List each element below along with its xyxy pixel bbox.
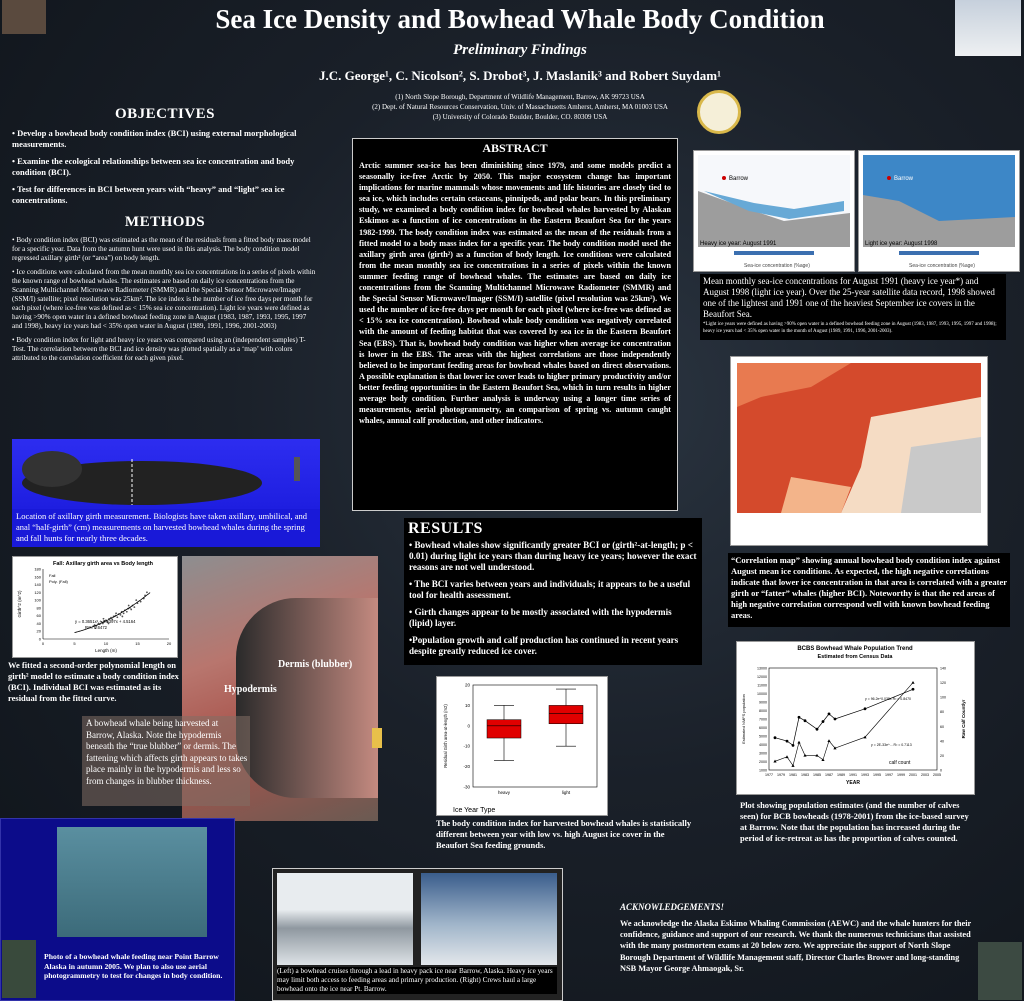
boxplot-svg	[437, 677, 607, 815]
y-tick-label: 8000	[759, 709, 767, 713]
y-tick-label: 180	[34, 566, 41, 572]
y-tick-label: 0	[467, 723, 470, 729]
ice-maps-caption-box	[700, 274, 1006, 340]
y-tick-label: 10000	[757, 692, 767, 696]
ice-map-light	[858, 150, 1020, 272]
calf-point	[827, 739, 830, 742]
legend-calf: calf count	[889, 760, 911, 766]
y-tick-label: 6000	[759, 726, 767, 730]
harvest-caption: A bowhead whale being harvested at Barrow, Alaska. Note the hypodermis beneath the “true blubber” or dermis. The fattening which affects girth appears to takes place mainly in the hypodermis and less so from changes in blubber thickness.	[86, 718, 248, 786]
x-tick-label: 2005	[933, 773, 941, 777]
ice-map-heavy	[693, 150, 855, 272]
box-body	[549, 705, 583, 723]
y-tick-label: 60	[36, 613, 41, 619]
x-tick-label: 1995	[873, 773, 881, 777]
data-point	[130, 609, 132, 611]
y2-tick-label: 20	[940, 753, 944, 758]
data-point	[135, 599, 137, 601]
affiliation-1: (1) North Slope Borough, Department of Wildlife Management, Barrow, AK 99723 USA	[395, 93, 645, 101]
population-point	[786, 740, 789, 743]
trend-annotation: y = 2E-33e^... R² = 0.7113	[871, 743, 912, 747]
dermis-label: Dermis (blubber)	[278, 659, 353, 670]
x-axis-label: Ice Year Type	[453, 807, 496, 814]
y-axis-label: Estimated NMFS population	[741, 694, 746, 744]
result-item: • Girth changes appear to be mostly associated with the hypodermis (lipid) layer.	[409, 607, 672, 628]
pack-ice-caption: (Left) a bowhead cruises through a lead in heavy pack ice near Barrow, Alaska. Heavy ice years may limit both access to feeding areas and primary production. (Right) Crews haul a large bowhead onto the ice near Pt. Barrow.	[277, 967, 557, 994]
light-map-title: Light ice year: August 1998	[865, 241, 938, 247]
girth-length-plot	[13, 557, 177, 657]
x-tick-label: 0	[41, 641, 45, 646]
methods-list	[12, 236, 318, 368]
pack-ice-panel	[272, 868, 563, 1001]
y-tick-label: -10	[463, 743, 470, 749]
box-body	[487, 720, 521, 738]
data-point	[116, 616, 118, 618]
y-tick-label: 7000	[759, 717, 767, 722]
y-tick-label: 1000	[759, 768, 767, 773]
chart-title: BCBS Bowhead Whale Population Trend	[797, 646, 913, 652]
affiliation-3: (3) University of Colorado Boulder, Boulder, CO. 80309 USA	[432, 113, 608, 121]
poster-title: Sea Ice Density and Bowhead Whale Body Condition	[215, 4, 825, 34]
data-point	[146, 591, 148, 593]
boxplot-chart	[436, 676, 608, 816]
y2-tick-label: 0	[940, 768, 942, 773]
x-axis-label: Length (m)	[95, 648, 117, 653]
method-item: • Body condition index for light and heavy ice years was compared using an (independent samples) T-Test. The correlation between the BCI and ice density was plotted spatially as a ‘map’ with colors attributed to the correlation coefficient for each given pixel.	[12, 336, 306, 362]
population-svg	[737, 642, 974, 794]
y-tick-label: 0	[38, 636, 41, 642]
fit-r2: R² = 0.6472	[85, 625, 107, 630]
light-scale-label: Sea-ice concentration (%age)	[909, 263, 975, 269]
calf-line	[775, 683, 913, 766]
photo-hunters	[955, 0, 1021, 56]
population-point	[834, 718, 837, 721]
x-tick-label: 1993	[861, 773, 869, 777]
correlation-map-svg	[731, 357, 987, 545]
data-point	[128, 605, 130, 607]
y-tick-label: 20	[36, 628, 41, 634]
x-tick-label: 1981	[789, 773, 797, 777]
x-tick-label: 1987	[825, 773, 833, 777]
abstract-text: Arctic summer sea-ice has been diminishing since 1979, and some models predict a seasonally ice-free Arctic by 2050. This major ecosystem change has important implications for marine mammals whose movements and life histories are closely tied to sea ice, which includes certain cetaceans, pinnipeds, and polar bears. In this preliminary study, we examined a body condition index for bowhead whales harvested by Alaskan Eskimos as a function of ice concentrations in the Eastern Beaufort Sea for the years 1982-1999. The body condition index was estimated as the mean of the residuals from a fitted model to a body mass index for a specific year. The body condition model used the axillary girth area (girth²) as a function of body length. Ice conditions were calculated from the mean monthly sea ice concentrations in a series of pixels within the known summer feeding range of bowhead whales. The estimates are based on daily ice concentrations from the Scanning Multichannel Microwave Radiometer (SMMR) and the Special Sensor Microwave/Imager (SSM/I) satellite (pixel resolution was 25km²). We used the number of ice-free days per month for each pixel (where ice-free was defined as < 15% sea ice concentration). Bowhead whale body condition was negatively correlated with the amount of feeding habitat that was covered by sea ice in the Eastern Beaufort Sea (EBS). That is, bowhead body condition was higher when average ice concentration is lower in the EBS. The areas with the highest correlations are those independently believed to be important feeding areas for bowhead whales based on direct observations. A possible explanation is that lower ice cover leads to higher primary productivity and/or better feeding opportunities in the Eastern Beaufort Sea, which in turn results in higher average body condition. Further analysis is underway using a longer time series of measurements, aerial photogrammetry, an comparison of spring vs. autumn caught whales, annual calf production, and other indicators.	[359, 161, 671, 426]
harvest-photo-detail	[236, 598, 378, 798]
abstract-panel	[352, 138, 678, 511]
ice-map-heavy-svg	[694, 151, 854, 271]
ice-maps-note: *Light ice years were defined as having >90% open water in a defined bowhead feeding zone in August (1983, 1987, 1993, 1995, 1997 and 1998); heavy ice years had < 35% open water in the month of August (1989, 1991, 1996, 2001-2003).	[703, 322, 997, 334]
x-tick-label: 1983	[801, 773, 809, 777]
logo-left	[2, 0, 46, 34]
objectives-heading: OBJECTIVES	[114, 106, 216, 122]
x-tick-label: light	[561, 790, 571, 795]
aerial-thumbnail	[2, 940, 36, 998]
population-point	[774, 736, 777, 739]
population-chart	[736, 641, 975, 795]
barrow-marker	[722, 176, 726, 180]
calf-point	[785, 755, 788, 758]
y-tick-label: 80	[36, 605, 41, 611]
whale-silhouette	[12, 439, 320, 509]
x-tick-label: 20	[166, 641, 172, 646]
x-tick-label: heavy	[497, 790, 511, 795]
correlation-caption-box	[728, 553, 1010, 627]
aerial-caption: Photo of a bowhead whale feeding near Point Barrow Alaska in autumn 2005. We plan to also use aerial photogrammetry to test for changes in body condition.	[44, 952, 223, 980]
y-tick-label: 40	[36, 620, 41, 626]
hypodermis-label: Hypodermis	[224, 684, 277, 695]
whale-measurement-caption: Location of axillary girth measurement. Biologists have taken axillary, umbilical, and anal “half-girth” (cm) measurements on harvested bowhead whales during the spring and fall hunts for nearly three decades.	[16, 511, 307, 543]
y-tick-label: 13000	[757, 666, 767, 671]
y-tick-label: 100	[34, 597, 41, 603]
data-point	[140, 601, 142, 603]
x-tick-label: 5	[73, 641, 76, 646]
correlation-map	[730, 356, 988, 546]
heavy-map-title: Heavy ice year: August 1991	[700, 241, 777, 247]
data-point	[115, 612, 117, 614]
y2-tick-label: 60	[940, 724, 944, 729]
y-tick-label: 9000	[759, 700, 767, 705]
y2-tick-label: 120	[940, 681, 946, 686]
result-item: • The BCI varies between years and individuals; it appears to be a useful tool for health assessment.	[409, 579, 691, 600]
pack-ice-photo-right	[421, 873, 557, 965]
y-tick-label: 11000	[757, 683, 767, 688]
x-tick-label: 2001	[909, 773, 917, 777]
objective-item: • Develop a bowhead body condition index (BCI) using external morphological measurements.	[12, 128, 297, 149]
objective-item: • Examine the ecological relationships between sea ice concentration and body condition (BCI).	[12, 156, 295, 177]
y-axis-label: Residual Girth area-at-length (m2)	[443, 704, 448, 768]
acknowledgements-heading: ACKNOWLEDGEMENTS!	[620, 902, 725, 912]
calf-point	[911, 681, 914, 684]
chart-subtitle: Estimated from Census Data	[817, 654, 893, 660]
y-axis-label: Girth^2 (m^2)	[17, 590, 22, 618]
heavy-scale-label: Sea-ice concentration (%age)	[744, 263, 810, 269]
y-tick-label: -20	[463, 764, 470, 770]
correlation-caption: “Correlation map” showing annual bowhead body condition index against August mean ice conditions. As expected, the high negative correlations indicate that lower ice concentration in that area is correlated with a greater girth or “fatter” whales (higher BCI). Noteworthy is that the red areas of high negative correlation correspond well with known bowhead feeding areas.	[731, 555, 1007, 620]
objective-item: • Test for differences in BCI between years with “heavy” and “light” sea ice concentrations.	[12, 184, 285, 205]
data-point	[120, 614, 122, 616]
population-point	[828, 713, 831, 716]
chart-title: Fall: Axillary girth area vs Body length	[53, 561, 154, 567]
x-tick-label: 15	[135, 641, 140, 646]
results-list	[404, 540, 702, 657]
ice-map-light-svg	[859, 151, 1019, 271]
y-tick-label: 160	[34, 574, 41, 580]
x-tick-label: 1977	[765, 773, 773, 777]
population-point	[804, 719, 807, 722]
y-tick-label: 2000	[759, 760, 767, 764]
population-point	[816, 728, 819, 731]
legend-poly: Poly. (Fall)	[49, 579, 68, 584]
results-panel	[404, 518, 702, 665]
x-tick-label: 1999	[897, 773, 905, 777]
methods-heading: METHODS	[124, 214, 206, 230]
population-point	[912, 688, 915, 691]
affiliation-2: (2) Dept. of Natural Resources Conservation, Univ. of Massachusetts Amherst, Amherst, MA 01003 USA	[372, 103, 668, 111]
data-point	[123, 612, 125, 614]
calf-point	[797, 741, 800, 744]
population-point	[864, 707, 867, 710]
method-item: • Body condition index (BCI) was estimated as the mean of the residuals from a fitted body mass model for a specific year. Data from the autumn hunt were used in this analysis. The body condition model regressed axillary girth² (or “area”) on body length.	[12, 236, 311, 262]
barrow-label-light: Barrow	[894, 176, 914, 182]
y-tick-label: -30	[463, 784, 470, 790]
ice-maps-caption: Mean monthly sea-ice concentrations for August 1991 (heavy ice year*) and August 1998 (light ice year). Over the 25-year satellite data record, 1998 showed one of the lightest and 1991 one of the heaviest September ice covers in the Beaufort Sea.	[703, 276, 995, 319]
result-item: •Population growth and calf production has continued in recent years despite greatly reduced ice cover.	[409, 635, 679, 656]
y2-tick-label: 140	[940, 666, 946, 671]
method-item: • Ice conditions were calculated from the mean monthly sea ice concentrations in a series of pixels within the known range of bowhead whales. The estimates are based on daily ice concentrations from the Scanning Multichannel Microwave Radiometer (SMMR) and the Special Sensor Microwave/Imager (SSM/I) satellite; pixel resolution was 25km². The ice index is the number of ice free days per month for each pixel (where ice-free was defined as < 15% sea ice concentration). Light ice years were defined as having >90% open water in a defined bowhead feeding zone in August (1983, 1987, 1993, 1995, 1997 and 1998), heavy ice years had < 35% open water in August (1989, 1991, 1996, 2001-2003)	[12, 268, 316, 330]
population-point	[792, 744, 795, 747]
legend-fall: Fall	[49, 573, 56, 578]
y-tick-label: 4000	[759, 743, 767, 747]
x-tick-label: 10	[103, 641, 109, 646]
population-caption: Plot showing population estimates (and the number of calves seen) for BCB bowheads (1978-2001) from the ice-based survey at Barrow. Note that the population has increased during the period of ice-retreat as has the proportion of calves counted.	[740, 800, 969, 843]
x-tick-label: 1991	[849, 773, 857, 777]
authors: J.C. George¹, C. Nicolson², S. Drobot³, J. Maslanik³ and Robert Suydam¹	[318, 68, 722, 83]
acknowledgements-text: We acknowledge the Alaska Eskimo Whaling Commission (AEWC) and the whale hunters for their confidence, guidance and support of our research. We thank the numerous technicians that assisted with the many postmortem exams at 20 below zero. We appreciate the support of North Slope Borough Department of Wildlife Management staff, Director Charles Brower and long-standing NSB Mayor George Ahmaogak, Sr.	[620, 919, 972, 973]
result-item: • Bowhead whales show significantly greater BCI or (girth²-at-length; p < 0.01) during light ice years than during heavy ice years; however the exact reasons are not well understood.	[409, 540, 697, 572]
y-tick-label: 3000	[759, 751, 767, 756]
x-tick-label: 1989	[837, 773, 845, 777]
x-tick-label: 1979	[777, 773, 785, 777]
fit-equation: y = 0.3651x² + 0.5397x + 4.5164	[75, 619, 136, 624]
y2-axis-label: Raw Calf Count/yr	[961, 699, 966, 739]
data-point	[126, 611, 128, 613]
y2-tick-label: 100	[940, 695, 946, 700]
whale-measurement-photo	[12, 439, 320, 509]
results-heading: RESULTS	[408, 520, 483, 537]
boxplot-caption: The body condition index for harvested bowhead whales is statistically different between year with low vs. high August ice cover in the Beaufort Sea feeding grounds.	[436, 818, 692, 850]
pack-ice-photo-left	[277, 873, 413, 965]
data-point	[121, 616, 123, 618]
x-tick-label: 2003	[921, 773, 929, 777]
y2-tick-label: 80	[940, 710, 944, 715]
girth-length-chart	[12, 556, 178, 658]
whale-measurement-caption-box	[12, 509, 320, 547]
objectives-list	[12, 128, 318, 212]
y2-tick-label: 40	[940, 739, 944, 744]
nsb-seal	[697, 90, 741, 134]
x-tick-label: 1997	[885, 773, 893, 777]
y-tick-label: 140	[34, 582, 41, 588]
y-tick-label: 10	[464, 702, 470, 708]
x-tick-label: 1985	[813, 773, 821, 777]
poster-subtitle: Preliminary Findings	[453, 42, 587, 58]
data-point	[133, 606, 135, 608]
hunter-figure	[372, 728, 382, 748]
population-point	[798, 716, 801, 719]
abstract-heading: ABSTRACT	[482, 141, 548, 155]
polynomial-caption: We fitted a second-order polynomial length on girth² model to estimate a body condition index (BCI). Individual BCI was estimated as its residual from the fitted curve.	[8, 660, 179, 703]
barrow-marker	[887, 176, 891, 180]
y-tick-label: 20	[464, 682, 470, 688]
x-axis-label: YEAR	[846, 780, 860, 786]
y-tick-label: 12000	[757, 675, 767, 679]
affiliations	[330, 92, 710, 122]
y-tick-label: 120	[34, 589, 41, 595]
trend-annotation: y = 96.2e^0.035x R² = 0.8470	[865, 697, 912, 701]
population-point	[822, 720, 825, 723]
whale-thumbnail-right	[978, 942, 1022, 1000]
aerial-photo	[57, 827, 207, 937]
barrow-label-heavy: Barrow	[729, 176, 749, 182]
y-tick-label: 5000	[759, 734, 767, 739]
